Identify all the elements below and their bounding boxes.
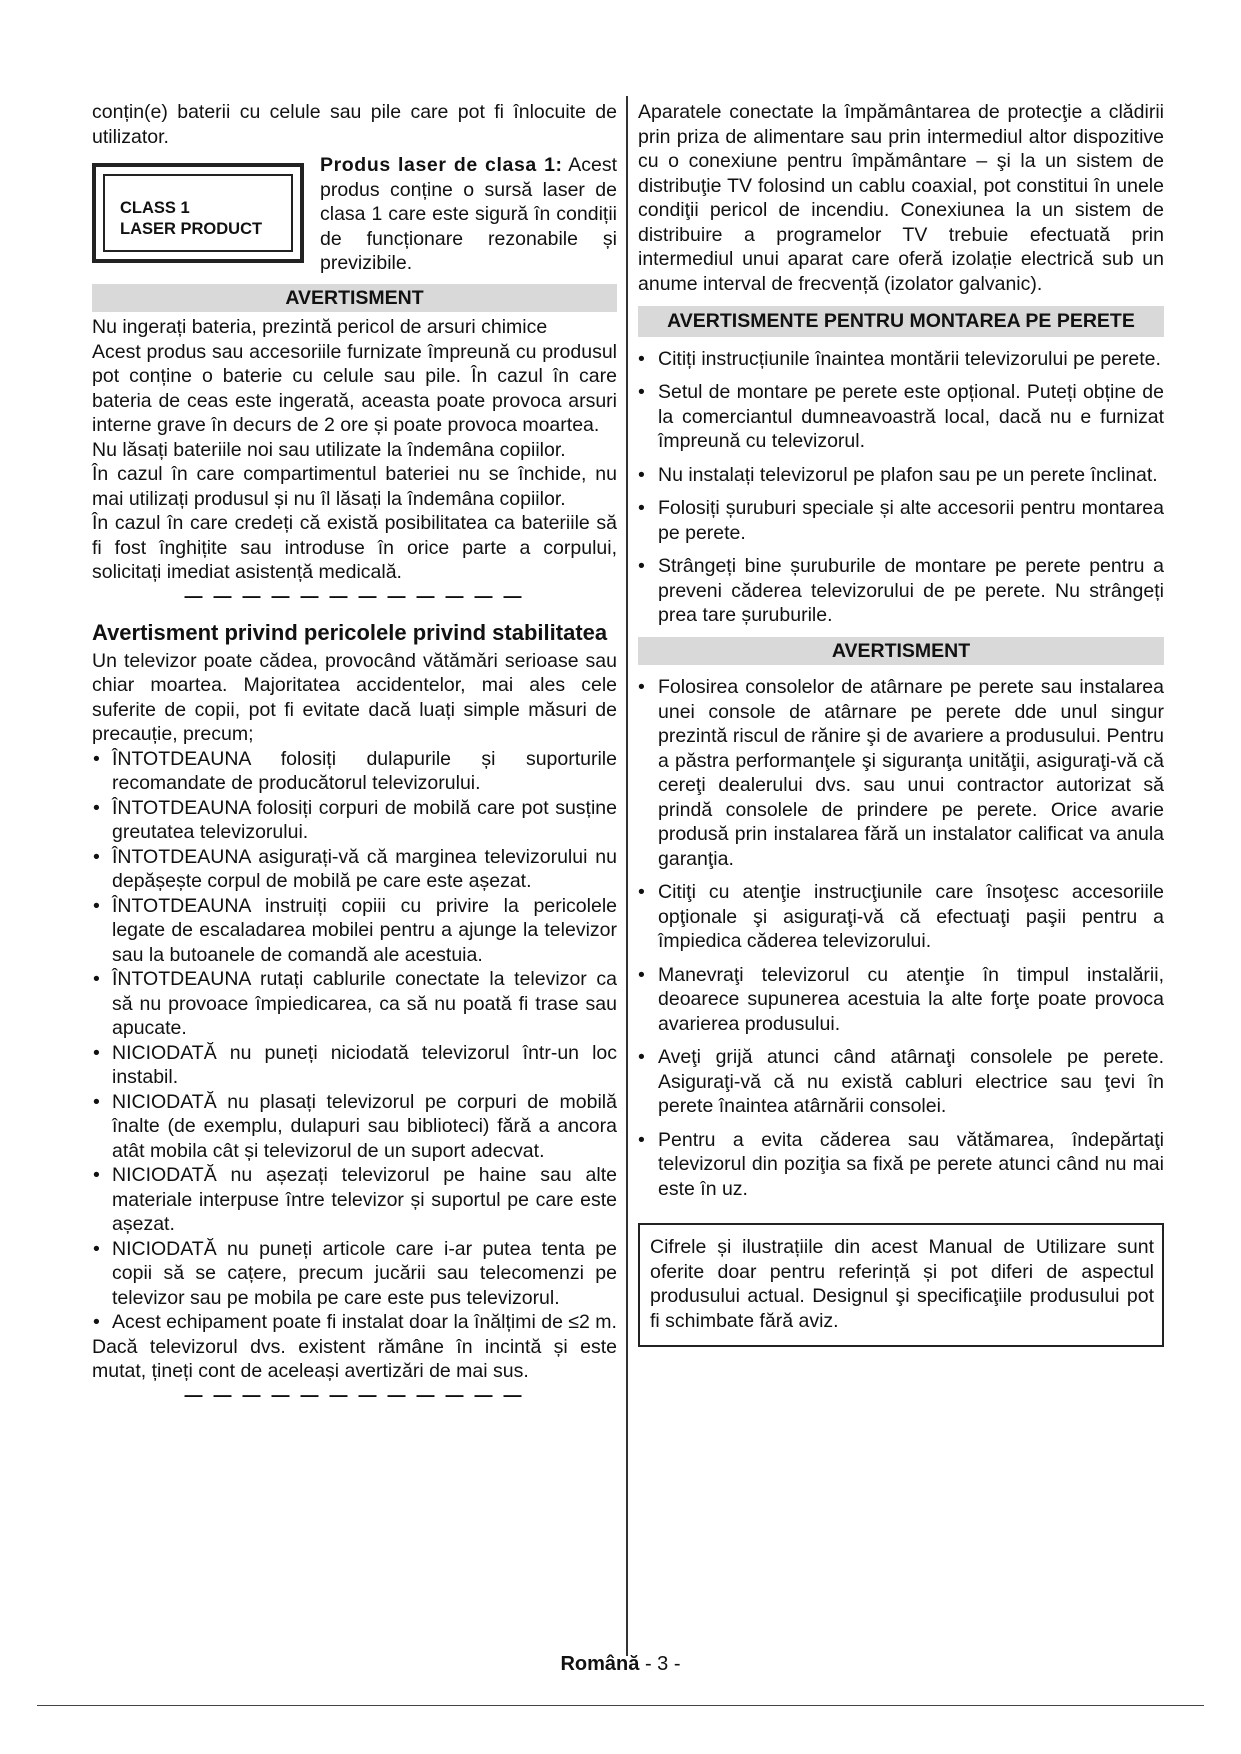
list-item: • NICIODATĂ nu așezați televizorul pe haine sau alte materiale interpuse între televizor și suportul pe care este așezat. [92, 1163, 617, 1237]
list-item: • ÎNTOTDEAUNA instruiți copiii cu privire la pericolele legate de escaladarea mobilei pentru a ajunge la televizor sau la butoanele de comandă ale acestuia. [92, 894, 617, 968]
section-separator: — — — — — — — — — — — — [184, 585, 525, 606]
laser-badge-line-2: LASER PRODUCT [120, 220, 263, 238]
list-item: • Citiți instrucțiunile înaintea montării televizorului pe perete. [638, 347, 1164, 372]
grounding-intro: Aparatele conectate la împământarea de protecţie a clădirii prin priza de alimentare sau prin intermediul altor dispozitive cu o conexiune pentru împământare – şi la un sistem de distribuţie TV folosind un cablu coaxial, pot constitui în unele condiţii pericol de incendiu. Conexiunea la un sistem de distribuire a programelor TV trebuie efectuată prin intermediul unui aparat care oferă izolație electrică sub un anume interval de frecvență (izolator galvanic). [638, 101, 1164, 295]
warning-paragraph: În cazul în care compartimentul bateriei nu se închide, nu mai utilizați produsul și nu îl lăsați la îndemâna copiilor. [92, 463, 617, 510]
battery-warning-heading: AVERTISMENT [92, 284, 617, 313]
list-item: • Citiţi cu atenţie instrucţiunile care însoţesc accesoriile opţionale şi asiguraţi-vă că efectuaţi paşii pentru a împiedica căderea televizorului. [638, 880, 1164, 954]
list-item: • Aveţi grijă atunci când atârnaţi consolele pe perete. Asiguraţi-vă că nu există cabluri electrice sau ţevi în perete înaintea atârnării consolei. [638, 1045, 1164, 1119]
laser-text: Acest produs conține o sursă laser de clasa 1 care este sigură în condiții de funcționare rezonabile și previzibile. [320, 154, 618, 274]
list-item: • NICIODATĂ nu puneți niciodată televizorul într-un loc instabil. [92, 1041, 617, 1090]
list-item: • Manevraţi televizorul cu atenţie în timpul instalării, deoarece supunerea acestuia la alte forţe poate provoca avarierea produsului. [638, 963, 1164, 1037]
column-divider [626, 96, 628, 1656]
warning-paragraph: Nu ingerați bateria, prezintă pericol de arsuri chimice [92, 316, 548, 338]
warning-paragraph: În cazul în care credeți că există posibilitatea ca bateriile să fi fost înghițite sau introduse în orice parte a corpului, solicitați imediat asistență medicală. [92, 512, 617, 583]
left-column [92, 100, 617, 1406]
wall-mount-list [638, 347, 1164, 628]
laser-title: Produs laser de clasa 1: [320, 154, 563, 176]
right-column [638, 100, 1164, 1347]
laser-class-badge [92, 163, 304, 263]
list-item: • Acest echipament poate fi instalat doar la înălțimi de ≤2 m. [92, 1310, 617, 1335]
list-item: • NICIODATĂ nu puneți articole care i-ar putea tenta pe copii să se cațere, precum jucării sau telecomenzi pe televizor sau pe mobila pe care este pus televizorul. [92, 1237, 617, 1311]
stability-heading: Avertisment privind pericolele privind stabilitatea [92, 619, 608, 645]
list-item: • NICIODATĂ nu plasați televizorul pe corpuri de mobilă înalte (de exemplu, dulapuri sau biblioteci) fără a ancora atât mobila cât și televizorul de un suport adecvat. [92, 1090, 617, 1164]
list-item: • Nu instalați televizorul pe plafon sau pe un perete înclinat. [638, 463, 1164, 488]
wall-mount-heading: AVERTISMENTE PENTRU MONTAREA PE PERETE [638, 306, 1164, 337]
list-item: • ÎNTOTDEAUNA folosiți corpuri de mobilă care pot susține greutatea televizorului. [92, 796, 617, 845]
page-number: - 3 - [639, 1653, 681, 1675]
footer-language: Română [560, 1653, 640, 1675]
battery-warning-body [92, 315, 617, 585]
list-item: • ÎNTOTDEAUNA folosiți dulapurile și suporturile recomandate de producătorul televizorului. [92, 747, 617, 796]
list-item: • Strângeți bine șuruburile de montare pe perete pentru a preveni căderea televizorului de pe perete. Nu strângeți prea tare șuruburile. [638, 554, 1164, 628]
laser-block [92, 153, 617, 276]
list-item: • Folosiți șuruburi speciale și alte accesorii pentru montarea pe perete. [638, 496, 1164, 545]
wall-warning-list [638, 675, 1164, 1201]
stability-intro: Un televizor poate cădea, provocând vătămări serioase sau chiar moartea. Majoritatea accidentelor, mai ales cele suferite de copii, pot fi evitate dacă luați simple măsuri de precauție, precum; [92, 649, 617, 745]
warning-paragraph: Nu lăsați bateriile noi sau utilizate la îndemâna copiilor. [92, 438, 566, 461]
battery-intro: conțin(e) baterii cu celule sau pile care pot fi înlocuite de utilizator. [92, 101, 617, 148]
warning-paragraph: Acest produs sau accesoriile furnizate împreună cu produsul pot conține o baterie cu celule sau pile. În cazul în care bateria de ceas este ingerată, aceasta poate provoca arsuri interne grave în decurs de 2 ore și poate provoca moartea. [92, 340, 617, 436]
section-separator: — — — — — — — — — — — — [184, 1384, 525, 1405]
page-footer [0, 1653, 1241, 1676]
stability-list [92, 747, 617, 1335]
disclaimer-box: Cifrele și ilustrațiile din acest Manual de Utilizare sunt oferite doar pentru referință și pot diferi de aspectul produsului actual. Designul şi specificaţiile produsului pot fi schimbate fără aviz. [638, 1223, 1164, 1347]
stability-outro: Dacă televizorul dvs. existent rămâne în incintă și este mutat, țineți cont de aceleași avertizări de mai sus. [92, 1335, 617, 1382]
list-item: • Folosirea consolelor de atârnare pe perete sau instalarea unei console de atârnare pe perete dde unul singur prezintă riscul de rănire şi de avariere a produsului. Pentru a păstra performanţele şi siguranţa unităţii, asiguraţi-vă că cereţi dealerului dvs. sau unui contractor autorizat să prindă consolele de prindere pe perete. Orice avarie produsă prin instalarea fără un instalator calificat va anula garanţia. [638, 675, 1164, 871]
list-item: • Setul de montare pe perete este opțional. Puteți obține de la comerciantul dumneavoastră local, dacă nu e furnizat împreună cu televizorul. [638, 380, 1164, 454]
laser-description [320, 153, 617, 276]
list-item: • ÎNTOTDEAUNA asigurați-vă că marginea televizorului nu depășește corpul de mobilă pe care este așezat. [92, 845, 617, 894]
wall-warning-heading: AVERTISMENT [638, 637, 1164, 666]
laser-badge-line-1: CLASS 1 [120, 199, 190, 217]
list-item: • ÎNTOTDEAUNA rutați cablurile conectate la televizor ca să nu provoace împiedicarea, ca să nu poată fi trase sau apucate. [92, 967, 617, 1041]
footer-rule [37, 1705, 1204, 1706]
list-item: • Pentru a evita căderea sau vătămarea, îndepărtaţi televizorul din poziţia sa fixă pe perete atunci când nu mai este în uz. [638, 1128, 1164, 1202]
